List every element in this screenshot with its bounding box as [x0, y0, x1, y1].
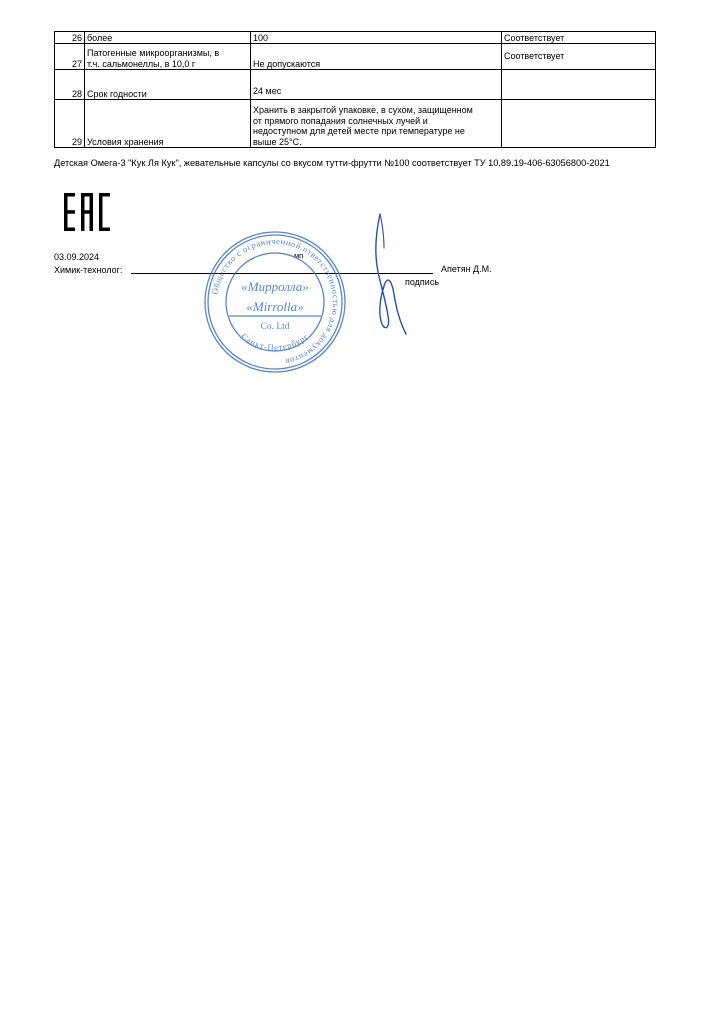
- value-cell: Не допускаются: [251, 44, 502, 70]
- signer-name: Апетян Д.М.: [441, 264, 492, 274]
- company-stamp-icon: [201, 228, 349, 376]
- stamp-line-2: «Mirrolla»: [246, 299, 304, 314]
- table-row: [55, 44, 656, 70]
- result-cell: [502, 70, 656, 100]
- conformity-statement: Детская Омега-3 "Кук Ля Кук", жевательные капсулы со вкусом тутти-фрутти №100 соответствует ТУ 10.89.19-406-63056800-2021: [54, 158, 610, 168]
- row-number: 26: [55, 32, 85, 44]
- parameter-cell: более: [85, 32, 251, 44]
- spec-table: [54, 31, 656, 148]
- value-cell: 100: [251, 32, 502, 44]
- result-cell: Соответствует: [502, 32, 656, 44]
- value-cell: 24 мес: [251, 70, 502, 100]
- table-row: [55, 70, 656, 100]
- result-cell: [502, 100, 656, 148]
- result-cell: Соответствует: [502, 44, 656, 70]
- signature-caption: подпись: [405, 277, 440, 287]
- stamp-line-3: Co. Ltd: [260, 322, 290, 332]
- parameter-cell: Условия хранения: [85, 100, 251, 148]
- eac-mark-icon: [64, 193, 110, 231]
- document-date: 03.09.2024: [54, 252, 100, 262]
- row-number: 28: [55, 70, 85, 100]
- role-label: Химик-технолог:: [54, 265, 123, 275]
- row-number: 27: [55, 44, 85, 70]
- mp-label: мп: [294, 251, 304, 260]
- svg-text:Санкт-Петербург: [239, 331, 310, 352]
- parameter-cell: Патогенные микроорганизмы, в т.ч. сальмонеллы, в 10,0 г: [85, 44, 251, 70]
- row-number: 29: [55, 100, 85, 148]
- value-cell: Хранить в закрытой упаковке, в сухом, защищенном от прямого попадания солнечных лучей и недоступном для детей месте при температуре не выше 25°С.: [251, 100, 502, 148]
- stamp-line-1: «Мирролла»: [241, 279, 309, 294]
- handwritten-signature-icon: [366, 212, 412, 338]
- stamp-bottom-text: Санкт-Петербург: [239, 331, 311, 353]
- parameter-cell: Срок годности: [85, 70, 251, 100]
- table-row: [55, 32, 656, 44]
- stamp-ring-text: Общество с ограниченной ответственностью для документов: [209, 235, 342, 368]
- table-row: [55, 100, 656, 148]
